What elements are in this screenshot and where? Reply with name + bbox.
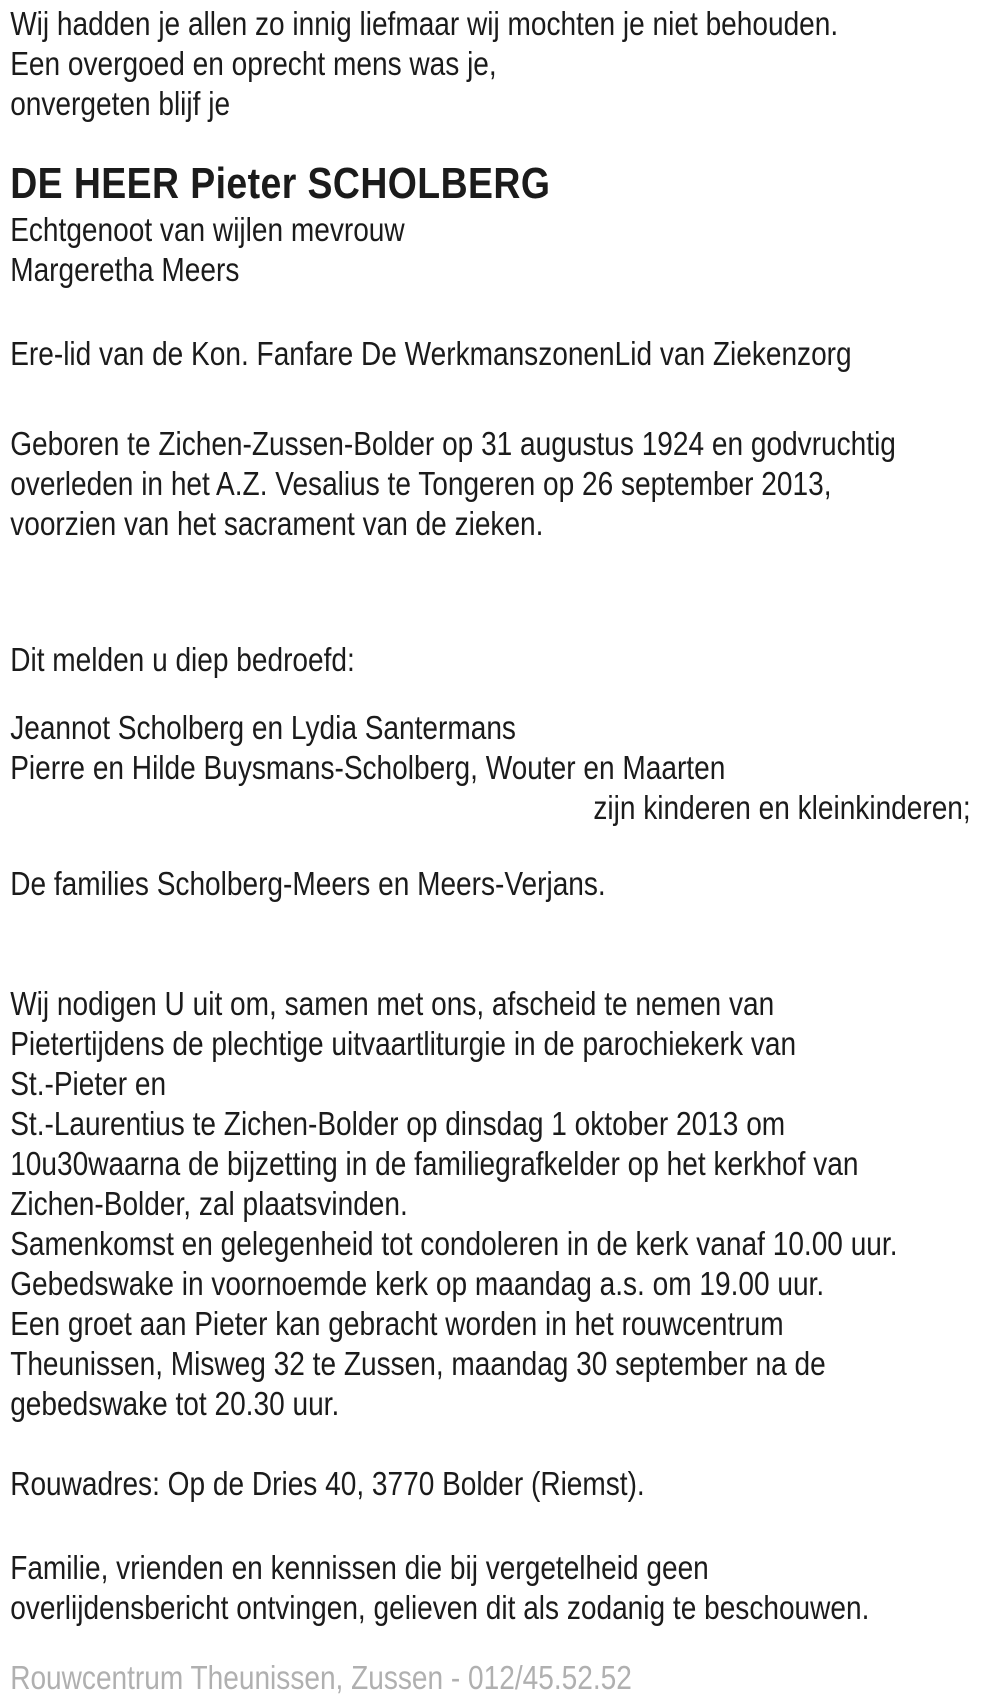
service-line: gebedswake tot 20.30 uur.: [10, 1385, 340, 1422]
apology-line: overlijdensbericht ontvingen, gelieven dit als zodanig te beschouwen.: [10, 1589, 870, 1626]
apology-line: Familie, vrienden en kennissen die bij vergetelheid geen: [10, 1549, 709, 1586]
spouse-block: [10, 210, 971, 290]
service-line: St.-Pieter en: [10, 1065, 167, 1102]
mourning-address: Rouwadres: Op de Dries 40, 3770 Bolder (Riemst).: [10, 1465, 645, 1502]
life-dates-line: Geboren te Zichen-Zussen-Bolder op 31 augustus 1924 en godvruchtig: [10, 425, 896, 462]
relatives-line: Pierre en Hilde Buysmans-Scholberg, Wouter en Maarten: [10, 749, 726, 786]
verse-line: onvergeten blijf je: [10, 85, 231, 122]
deceased-name-heading: DE HEER Pieter SCHOLBERG: [10, 159, 551, 208]
service-line: Gebedswake in voornoemde kerk op maandag a.s. om 19.00 uur.: [10, 1265, 825, 1302]
funeral-home-footer: Rouwcentrum Theunissen, Zussen - 012/45.52.52: [10, 1659, 632, 1696]
memorial-verse: [10, 4, 971, 124]
announcement-intro: Dit melden u diep bedroefd:: [10, 641, 355, 678]
memberships-line: Ere-lid van de Kon. Fanfare De WerkmanszonenLid van Ziekenzorg: [10, 335, 852, 372]
service-details-paragraph: [10, 984, 971, 1424]
spouse-name: Margeretha Meers: [10, 251, 240, 288]
verse-line: Een overgoed en oprecht mens was je,: [10, 45, 497, 82]
relatives-paragraph: [10, 708, 971, 828]
service-line: Een groet aan Pieter kan gebracht worden in het rouwcentrum: [10, 1305, 784, 1342]
service-line: Wij nodigen U uit om, samen met ons, afscheid te nemen van: [10, 985, 775, 1022]
relation-note: zijn kinderen en kleinkinderen;: [593, 789, 971, 826]
relatives-line: Jeannot Scholberg en Lydia Santermans: [10, 709, 516, 746]
life-dates-line: overleden in het A.Z. Vesalius te Tongeren op 26 september 2013,: [10, 465, 832, 502]
verse-line: Wij hadden je allen zo innig liefmaar wij mochten je niet behouden.: [10, 5, 839, 42]
service-line: St.-Laurentius te Zichen-Bolder op dinsdag 1 oktober 2013 om: [10, 1105, 786, 1142]
service-line: 10u30waarna de bijzetting in de familiegrafkelder op het kerkhof van: [10, 1145, 859, 1182]
life-dates-paragraph: [10, 424, 971, 544]
service-line: Zichen-Bolder, zal plaatsvinden.: [10, 1185, 408, 1222]
life-dates-line: voorzien van het sacrament van de zieken.: [10, 505, 544, 542]
apology-paragraph: [10, 1548, 971, 1628]
service-line: Theunissen, Misweg 32 te Zussen, maandag 30 september na de: [10, 1345, 826, 1382]
service-line: Samenkomst en gelegenheid tot condoleren in de kerk vanaf 10.00 uur.: [10, 1225, 898, 1262]
service-line: Pietertijdens de plechtige uitvaartliturgie in de parochiekerk van: [10, 1025, 797, 1062]
families-line: De families Scholberg-Meers en Meers-Verjans.: [10, 865, 606, 902]
spouse-intro: Echtgenoot van wijlen mevrouw: [10, 211, 405, 248]
